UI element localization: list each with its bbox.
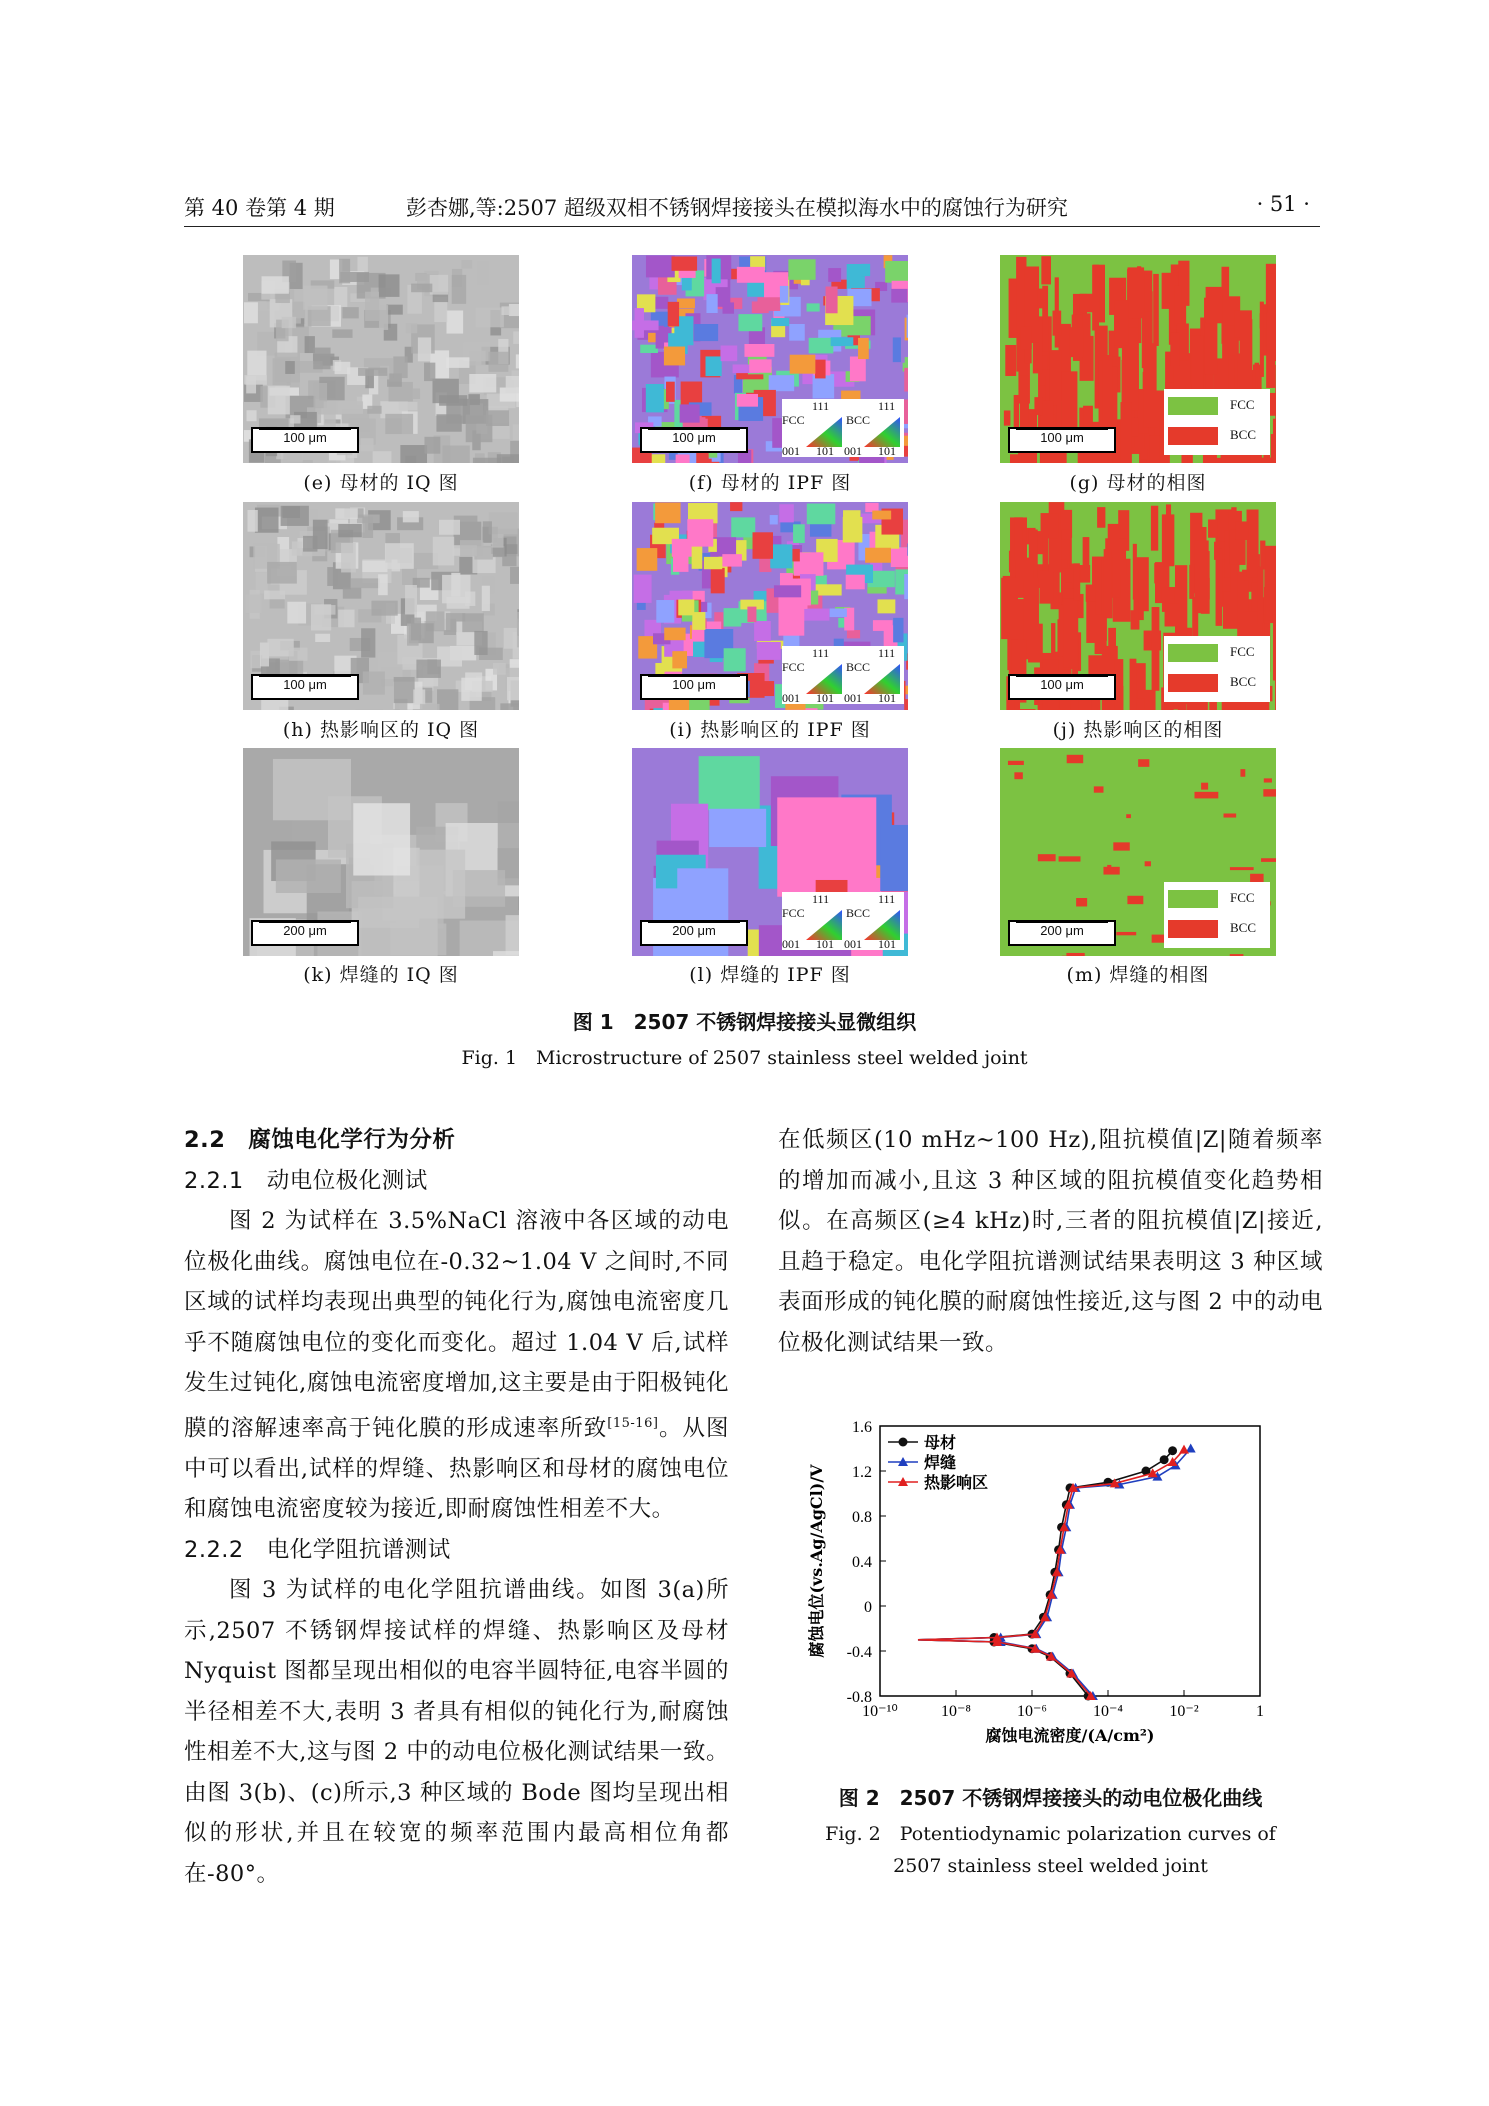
y-tick-label: 1.6 <box>852 1419 872 1436</box>
ipf-fcc-label: FCC <box>782 413 805 427</box>
phase-legend <box>1164 882 1270 948</box>
ipf-fcc-label: FCC <box>782 660 805 674</box>
legend-label: BCC <box>1230 427 1257 442</box>
ipf-right-label: 101 <box>816 444 834 458</box>
panel-caption: (f) 母材的 IPF 图 <box>688 472 852 494</box>
bcc-swatch <box>1168 674 1218 692</box>
panel-caption: (e) 母材的 IQ 图 <box>303 472 459 494</box>
legend-fcc <box>1168 395 1268 417</box>
ipf-bcc-label: BCC <box>846 906 871 920</box>
legend-label: FCC <box>1230 890 1255 905</box>
paragraph-text-tail: 。从图中可以看出,试样的焊缝、热影响区和母材的腐蚀电位和腐蚀电流密度较为接近,即耐腐蚀性相差不大。 <box>184 1415 729 1522</box>
y-tick-label: 0 <box>864 1599 872 1616</box>
y-axis-label: 腐蚀电位(vs.Ag/AgCl)/V <box>807 1464 826 1658</box>
figure-2-title-en-line1: Fig. 2 Potentiodynamic polarization curves of <box>825 1823 1276 1845</box>
legend-label: 母材 <box>924 1433 957 1452</box>
legend-label: 热影响区 <box>924 1473 989 1492</box>
legend-label: FCC <box>1230 644 1255 659</box>
ipf-top-label: 111 <box>878 892 896 906</box>
ipf-right-label: 101 <box>878 691 896 705</box>
ipf-top-label: 111 <box>812 892 830 906</box>
panel-caption: (g) 母材的相图 <box>1069 472 1207 494</box>
ipf-left-label: 001 <box>844 937 862 951</box>
legend-label: BCC <box>1230 674 1257 689</box>
fcc-swatch <box>1168 890 1218 908</box>
section-heading-2-2-2: 2.2.2 电化学阻抗谱测试 <box>184 1536 451 1563</box>
running-header <box>184 190 1320 227</box>
legend-marker <box>899 1438 908 1447</box>
ipf-left-label: 001 <box>782 691 800 705</box>
figure-2-chart <box>800 1408 1300 1768</box>
x-tick-label: 10⁻⁶ <box>1016 1703 1048 1720</box>
legend-label: BCC <box>1230 920 1257 935</box>
figure-1-title-en: Fig. 1 Microstructure of 2507 stainless steel welded joint <box>461 1047 1028 1069</box>
y-tick-label: 0.8 <box>852 1509 872 1526</box>
scale-bar: 100 μm <box>640 674 748 700</box>
ipf-micrograph <box>632 502 908 710</box>
right-column <box>778 1120 1323 1363</box>
fcc-swatch <box>1168 397 1218 415</box>
y-tick-label: -0.8 <box>846 1689 872 1706</box>
ipf-legend <box>782 646 904 704</box>
fcc-swatch <box>1168 644 1218 662</box>
scale-bar: 100 μm <box>1008 674 1116 700</box>
section-heading-2-2-1: 2.2.1 动电位极化测试 <box>184 1167 428 1194</box>
paragraph-impedance: 图 3 为试样的电化学阻抗谱曲线。如图 3(a)所示,2507 不锈钢焊接试样的焊缝、热影响区及母材 Nyquist 图都呈现出相似的电容半圆特征,电容半圆的半径相差不大,表明 3 者具有相似的钝化行为,耐腐蚀性相差不大,这与图 2 中的动电位极化测试结果一致。由图 3(b)、(c)所示,3 种区域的 Bode 图均呈现出相似的形状,并且在较宽的频率范围内最高相位角都在-80°。 <box>184 1577 729 1887</box>
ipf-left-label: 001 <box>844 691 862 705</box>
ipf-left-label: 001 <box>782 444 800 458</box>
legend-bcc <box>1168 918 1268 940</box>
x-tick-label: 10⁻⁴ <box>1092 1703 1124 1720</box>
x-tick-label: 10⁻¹⁰ <box>862 1703 898 1720</box>
x-tick-label: 10⁻⁸ <box>940 1703 972 1720</box>
y-tick-label: -0.4 <box>846 1644 872 1661</box>
phase-micrograph <box>1000 255 1276 463</box>
ipf-bcc-label: BCC <box>846 413 871 427</box>
panel-caption: (j) 热影响区的相图 <box>1052 719 1224 741</box>
section-heading-2-2: 2.2 腐蚀电化学行为分析 <box>184 1127 456 1153</box>
iq-micrograph <box>243 748 519 956</box>
scale-bar: 100 μm <box>640 427 748 453</box>
legend-fcc <box>1168 642 1268 664</box>
journal-volume: 第 40 卷第 4 期 <box>184 196 335 220</box>
ipf-right-label: 101 <box>878 937 896 951</box>
ipf-legend <box>782 892 904 950</box>
legend-fcc <box>1168 888 1268 910</box>
paragraph-polarization <box>184 1201 729 1530</box>
ipf-legend <box>782 399 904 457</box>
iq-micrograph <box>243 255 519 463</box>
ipf-top-label: 111 <box>878 646 896 660</box>
figure-2-title-cn: 图 2 2507 不锈钢焊接接头的动电位极化曲线 <box>838 1786 1263 1810</box>
scale-bar: 100 μm <box>251 674 359 700</box>
panel-caption: (k) 焊缝的 IQ 图 <box>303 964 459 986</box>
ipf-top-label: 111 <box>812 399 830 413</box>
running-title: 彭杏娜,等:2507 超级双相不锈钢焊接接头在模拟海水中的腐蚀行为研究 <box>406 196 1068 220</box>
phase-legend <box>1164 636 1270 702</box>
legend-label: FCC <box>1230 397 1255 412</box>
page-number: · 51 · <box>1256 192 1310 216</box>
ipf-right-label: 101 <box>816 691 834 705</box>
panel-caption: (l) 焊缝的 IPF 图 <box>689 964 851 986</box>
phase-micrograph <box>1000 502 1276 710</box>
legend-bcc <box>1168 425 1268 447</box>
x-tick-label: 10⁻² <box>1169 1703 1199 1720</box>
scale-bar: 100 μm <box>251 427 359 453</box>
bcc-swatch <box>1168 427 1218 445</box>
ipf-fcc-label: FCC <box>782 906 805 920</box>
figure-2-title-en-line2: 2507 stainless steel welded joint <box>893 1855 1208 1877</box>
phase-micrograph <box>1000 748 1276 956</box>
legend-bcc <box>1168 672 1268 694</box>
ipf-top-label: 111 <box>812 646 830 660</box>
x-axis-label: 腐蚀电流密度/(A/cm²) <box>985 1726 1155 1745</box>
bcc-swatch <box>1168 920 1218 938</box>
figure-1-title-cn: 图 1 2507 不锈钢焊接接头显微组织 <box>572 1010 917 1034</box>
data-point <box>1168 1446 1177 1455</box>
ipf-left-label: 001 <box>782 937 800 951</box>
data-point <box>1179 1445 1189 1454</box>
data-point <box>1160 1455 1169 1464</box>
paragraph-impedance-continued: 在低频区(10 mHz~100 Hz),阻抗模值|Z|随着频率的增加而减小,且这 3 种区域的阻抗模值变化趋势相似。在高频区(≥4 kHz)时,三者的阻抗模值|Z|接近,且趋于稳定。电化学阻抗谱测试结果表明这 3 种区域表面形成的钝化膜的耐腐蚀性接近,这与图 2 中的动电位极化测试结果一致。 <box>778 1127 1323 1356</box>
paragraph-text: 图 2 为试样在 3.5%NaCl 溶液中各区域的动电位极化曲线。腐蚀电位在-0.32~1.04 V 之间时,不同区域的试样均表现出典型的钝化行为,腐蚀电流密度几乎不随腐蚀电位的变化而变化。超过 1.04 V 后,试样发生过钝化,腐蚀电流密度增加,这主要是由于阳极钝化膜的溶解速率高于钝化膜的形成速率所致 <box>184 1208 729 1441</box>
left-column <box>184 1120 729 1894</box>
ipf-micrograph <box>632 255 908 463</box>
legend-label: 焊缝 <box>924 1453 957 1472</box>
scale-bar: 100 μm <box>1008 427 1116 453</box>
panel-caption: (h) 热影响区的 IQ 图 <box>282 719 480 741</box>
scale-bar: 200 μm <box>251 920 359 946</box>
iq-micrograph <box>243 502 519 710</box>
y-tick-label: 1.2 <box>852 1464 872 1481</box>
x-tick-label: 1 <box>1256 1703 1264 1720</box>
phase-legend <box>1164 389 1270 455</box>
ipf-top-label: 111 <box>878 399 896 413</box>
ipf-left-label: 001 <box>844 444 862 458</box>
panel-caption: (i) 热影响区的 IPF 图 <box>669 719 871 741</box>
panel-caption: (m) 焊缝的相图 <box>1066 964 1210 986</box>
y-tick-label: 0.4 <box>852 1554 872 1571</box>
scale-bar: 200 μm <box>1008 920 1116 946</box>
scale-bar: 200 μm <box>640 920 748 946</box>
ipf-micrograph <box>632 748 908 956</box>
ipf-bcc-label: BCC <box>846 660 871 674</box>
ipf-right-label: 101 <box>816 937 834 951</box>
ipf-right-label: 101 <box>878 444 896 458</box>
citation: [15-16] <box>607 1415 659 1431</box>
